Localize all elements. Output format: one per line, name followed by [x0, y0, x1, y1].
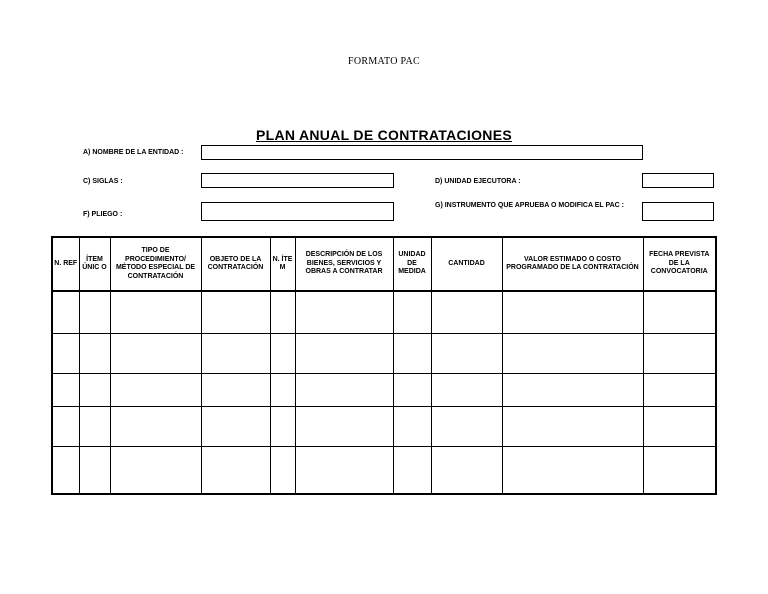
table-cell[interactable] — [110, 333, 201, 373]
table-cell[interactable] — [643, 333, 716, 373]
table-cell[interactable] — [52, 291, 79, 333]
column-header-n-item: N. ÍTE M — [270, 237, 295, 291]
table-cell[interactable] — [502, 446, 643, 494]
siglas-label: C) SIGLAS : — [83, 178, 123, 185]
table-cell[interactable] — [52, 446, 79, 494]
table-cell[interactable] — [270, 333, 295, 373]
table-cell[interactable] — [270, 373, 295, 406]
unidad-ejecutora-label: D) UNIDAD EJECUTORA : — [435, 178, 521, 185]
table-cell[interactable] — [643, 406, 716, 446]
column-header-tipo-procedimiento: TIPO DE PROCEDIMIENTO/ MÉTODO ESPECIAL DE CONTRATACIÓN — [110, 237, 201, 291]
entidad-label: A) NOMBRE DE LA ENTIDAD : — [83, 149, 184, 156]
table-row — [52, 446, 716, 494]
pliego-label: F) PLIEGO : — [83, 211, 123, 218]
table-cell[interactable] — [393, 373, 431, 406]
table-cell[interactable] — [79, 291, 110, 333]
table-cell[interactable] — [431, 373, 502, 406]
table-cell[interactable] — [52, 333, 79, 373]
siglas-field[interactable] — [201, 173, 394, 188]
column-header-item-unico: ÍTEM ÚNIC O — [79, 237, 110, 291]
table-cell[interactable] — [643, 373, 716, 406]
table-cell[interactable] — [431, 291, 502, 333]
table-cell[interactable] — [295, 291, 393, 333]
table-cell[interactable] — [79, 446, 110, 494]
table-cell[interactable] — [110, 373, 201, 406]
table-cell[interactable] — [295, 373, 393, 406]
table-cell[interactable] — [643, 446, 716, 494]
table-cell[interactable] — [295, 333, 393, 373]
document-header: FORMATO PAC — [348, 56, 420, 67]
table-cell[interactable] — [393, 333, 431, 373]
table-cell[interactable] — [502, 406, 643, 446]
column-header-objeto: OBJETO DE LA CONTRATACIÓN — [201, 237, 270, 291]
table-row — [52, 291, 716, 333]
column-header-unidad-medida: UNIDAD DE MEDIDA — [393, 237, 431, 291]
unidad-ejecutora-field[interactable] — [642, 173, 714, 188]
column-header-cantidad: CANTIDAD — [431, 237, 502, 291]
table-cell[interactable] — [110, 406, 201, 446]
table-cell[interactable] — [201, 406, 270, 446]
table-cell[interactable] — [431, 446, 502, 494]
column-header-descripcion: DESCRIPCIÓN DE LOS BIENES, SERVICIOS Y OBRAS A CONTRATAR — [295, 237, 393, 291]
table-cell[interactable] — [295, 406, 393, 446]
table-cell[interactable] — [79, 333, 110, 373]
column-header-n-ref: N. REF — [52, 237, 79, 291]
entidad-field[interactable] — [201, 145, 643, 160]
table-cell[interactable] — [502, 373, 643, 406]
table-cell[interactable] — [52, 406, 79, 446]
table-cell[interactable] — [502, 333, 643, 373]
table-cell[interactable] — [110, 446, 201, 494]
table-cell[interactable] — [201, 373, 270, 406]
table-cell[interactable] — [502, 291, 643, 333]
table-cell[interactable] — [393, 291, 431, 333]
table-cell[interactable] — [393, 406, 431, 446]
table-row — [52, 406, 716, 446]
table-cell[interactable] — [270, 291, 295, 333]
pac-table — [51, 236, 717, 495]
table-cell[interactable] — [110, 291, 201, 333]
table-cell[interactable] — [201, 291, 270, 333]
document-title: PLAN ANUAL DE CONTRATACIONES — [256, 127, 512, 143]
table-cell[interactable] — [201, 333, 270, 373]
table-cell[interactable] — [431, 406, 502, 446]
table-cell[interactable] — [295, 446, 393, 494]
column-header-fecha-convocatoria: FECHA PREVISTA DE LA CONVOCATORIA — [643, 237, 716, 291]
table-cell[interactable] — [79, 406, 110, 446]
table-cell[interactable] — [270, 406, 295, 446]
table-row — [52, 373, 716, 406]
table-row — [52, 333, 716, 373]
table-cell[interactable] — [431, 333, 502, 373]
instrumento-label: G) INSTRUMENTO QUE APRUEBA O MODIFICA EL PAC : — [435, 202, 625, 209]
table-cell[interactable] — [270, 446, 295, 494]
instrumento-field[interactable] — [642, 202, 714, 221]
table-cell[interactable] — [79, 373, 110, 406]
table-cell[interactable] — [643, 291, 716, 333]
table-cell[interactable] — [393, 446, 431, 494]
column-header-valor-estimado: VALOR ESTIMADO O COSTO PROGRAMADO DE LA CONTRATACIÓN — [502, 237, 643, 291]
table-header-row — [52, 237, 716, 291]
pliego-field[interactable] — [201, 202, 394, 221]
table-cell[interactable] — [201, 446, 270, 494]
table-cell[interactable] — [52, 373, 79, 406]
